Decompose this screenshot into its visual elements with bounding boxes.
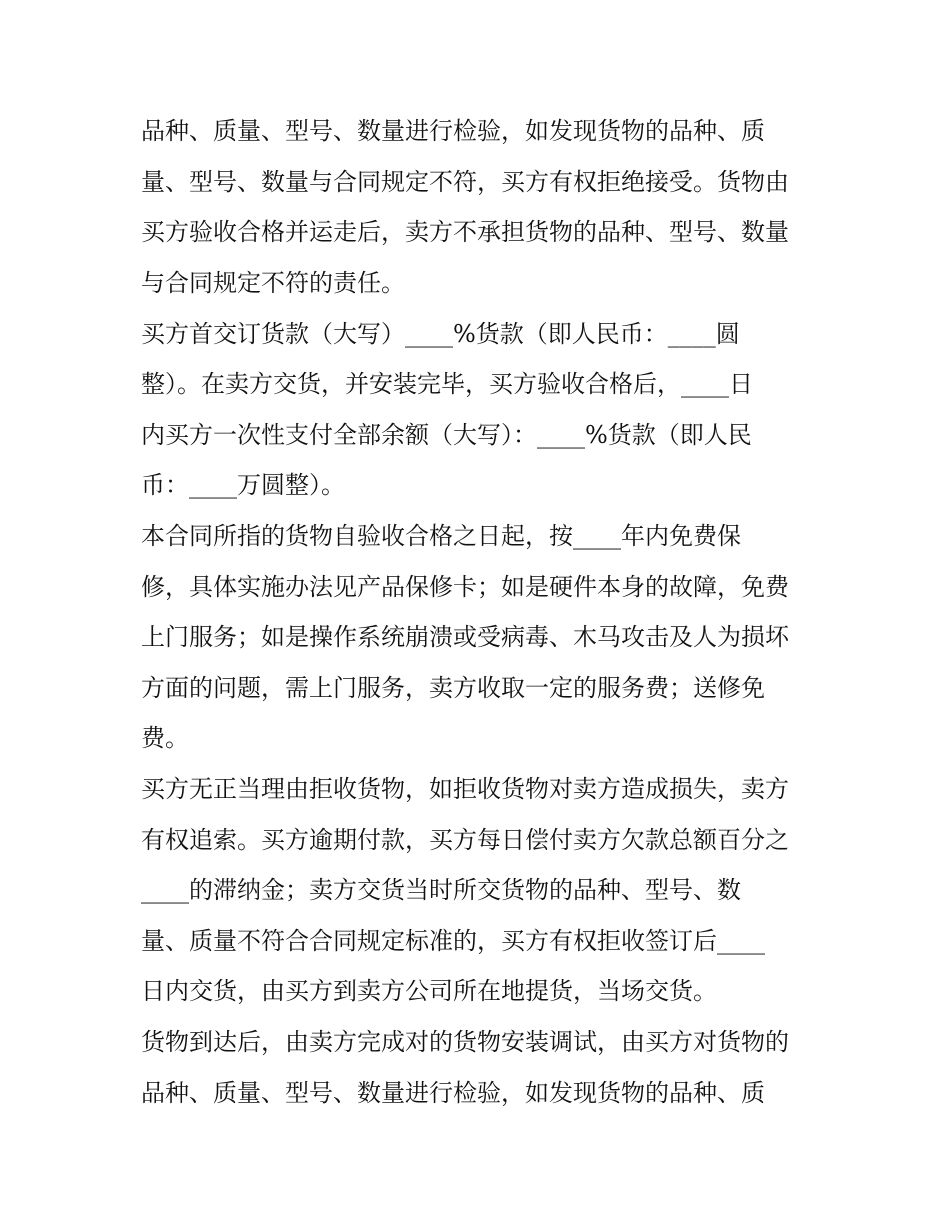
text-line: 日内交货，由买方到卖方公司所在地提货，当场交货。 — [141, 977, 717, 1005]
text-line: 量、型号、数量与合同规定不符，买方有权拒绝接受。货物由 — [141, 168, 789, 196]
text-line: 内买方一次性支付全部余额（大写）：____%货款（即人民 — [141, 421, 752, 449]
text-line: 与合同规定不符的责任。 — [141, 269, 405, 297]
text-line: 修，具体实施办法见产品保修卡；如是硬件本身的故障，免费 — [141, 573, 789, 601]
text-line: 买方验收合格并运走后，卖方不承担货物的品种、型号、数量 — [141, 218, 789, 246]
text-line: 品种、质量、型号、数量进行检验，如发现货物的品种、质 — [141, 117, 765, 145]
text-line: 方面的问题，需上门服务，卖方收取一定的服务费；送修免 — [141, 674, 765, 702]
text-line: 费。 — [141, 724, 189, 752]
text-line: 买方首交订货款（大写）____%货款（即人民币：____圆 — [141, 320, 740, 348]
text-line: 币：____万圆整）。 — [141, 471, 345, 499]
text-line: 品种、质量、型号、数量进行检验，如发现货物的品种、质 — [141, 1079, 765, 1107]
text-line: 货物到达后，由卖方完成对的货物安装调试，由买方对货物的 — [141, 1028, 789, 1056]
text-line: 买方无正当理由拒收货物，如拒收货物对卖方造成损失，卖方 — [141, 775, 789, 803]
text-line: 有权追索。买方逾期付款，买方每日偿付卖方欠款总额百分之 — [141, 826, 789, 854]
text-line: ____的滞纳金；卖方交货当时所交货物的品种、型号、数 — [141, 876, 741, 904]
text-line: 本合同所指的货物自验收合格之日起，按____年内免费保 — [141, 522, 741, 550]
text-line: 量、质量不符合合同规定标准的，买方有权拒收签订后____ — [141, 927, 765, 955]
text-line: 整）。在卖方交货，并安装完毕，买方验收合格后，____日 — [141, 370, 753, 398]
text-line: 上门服务；如是操作系统崩溃或受病毒、木马攻击及人为损坏 — [141, 623, 789, 651]
